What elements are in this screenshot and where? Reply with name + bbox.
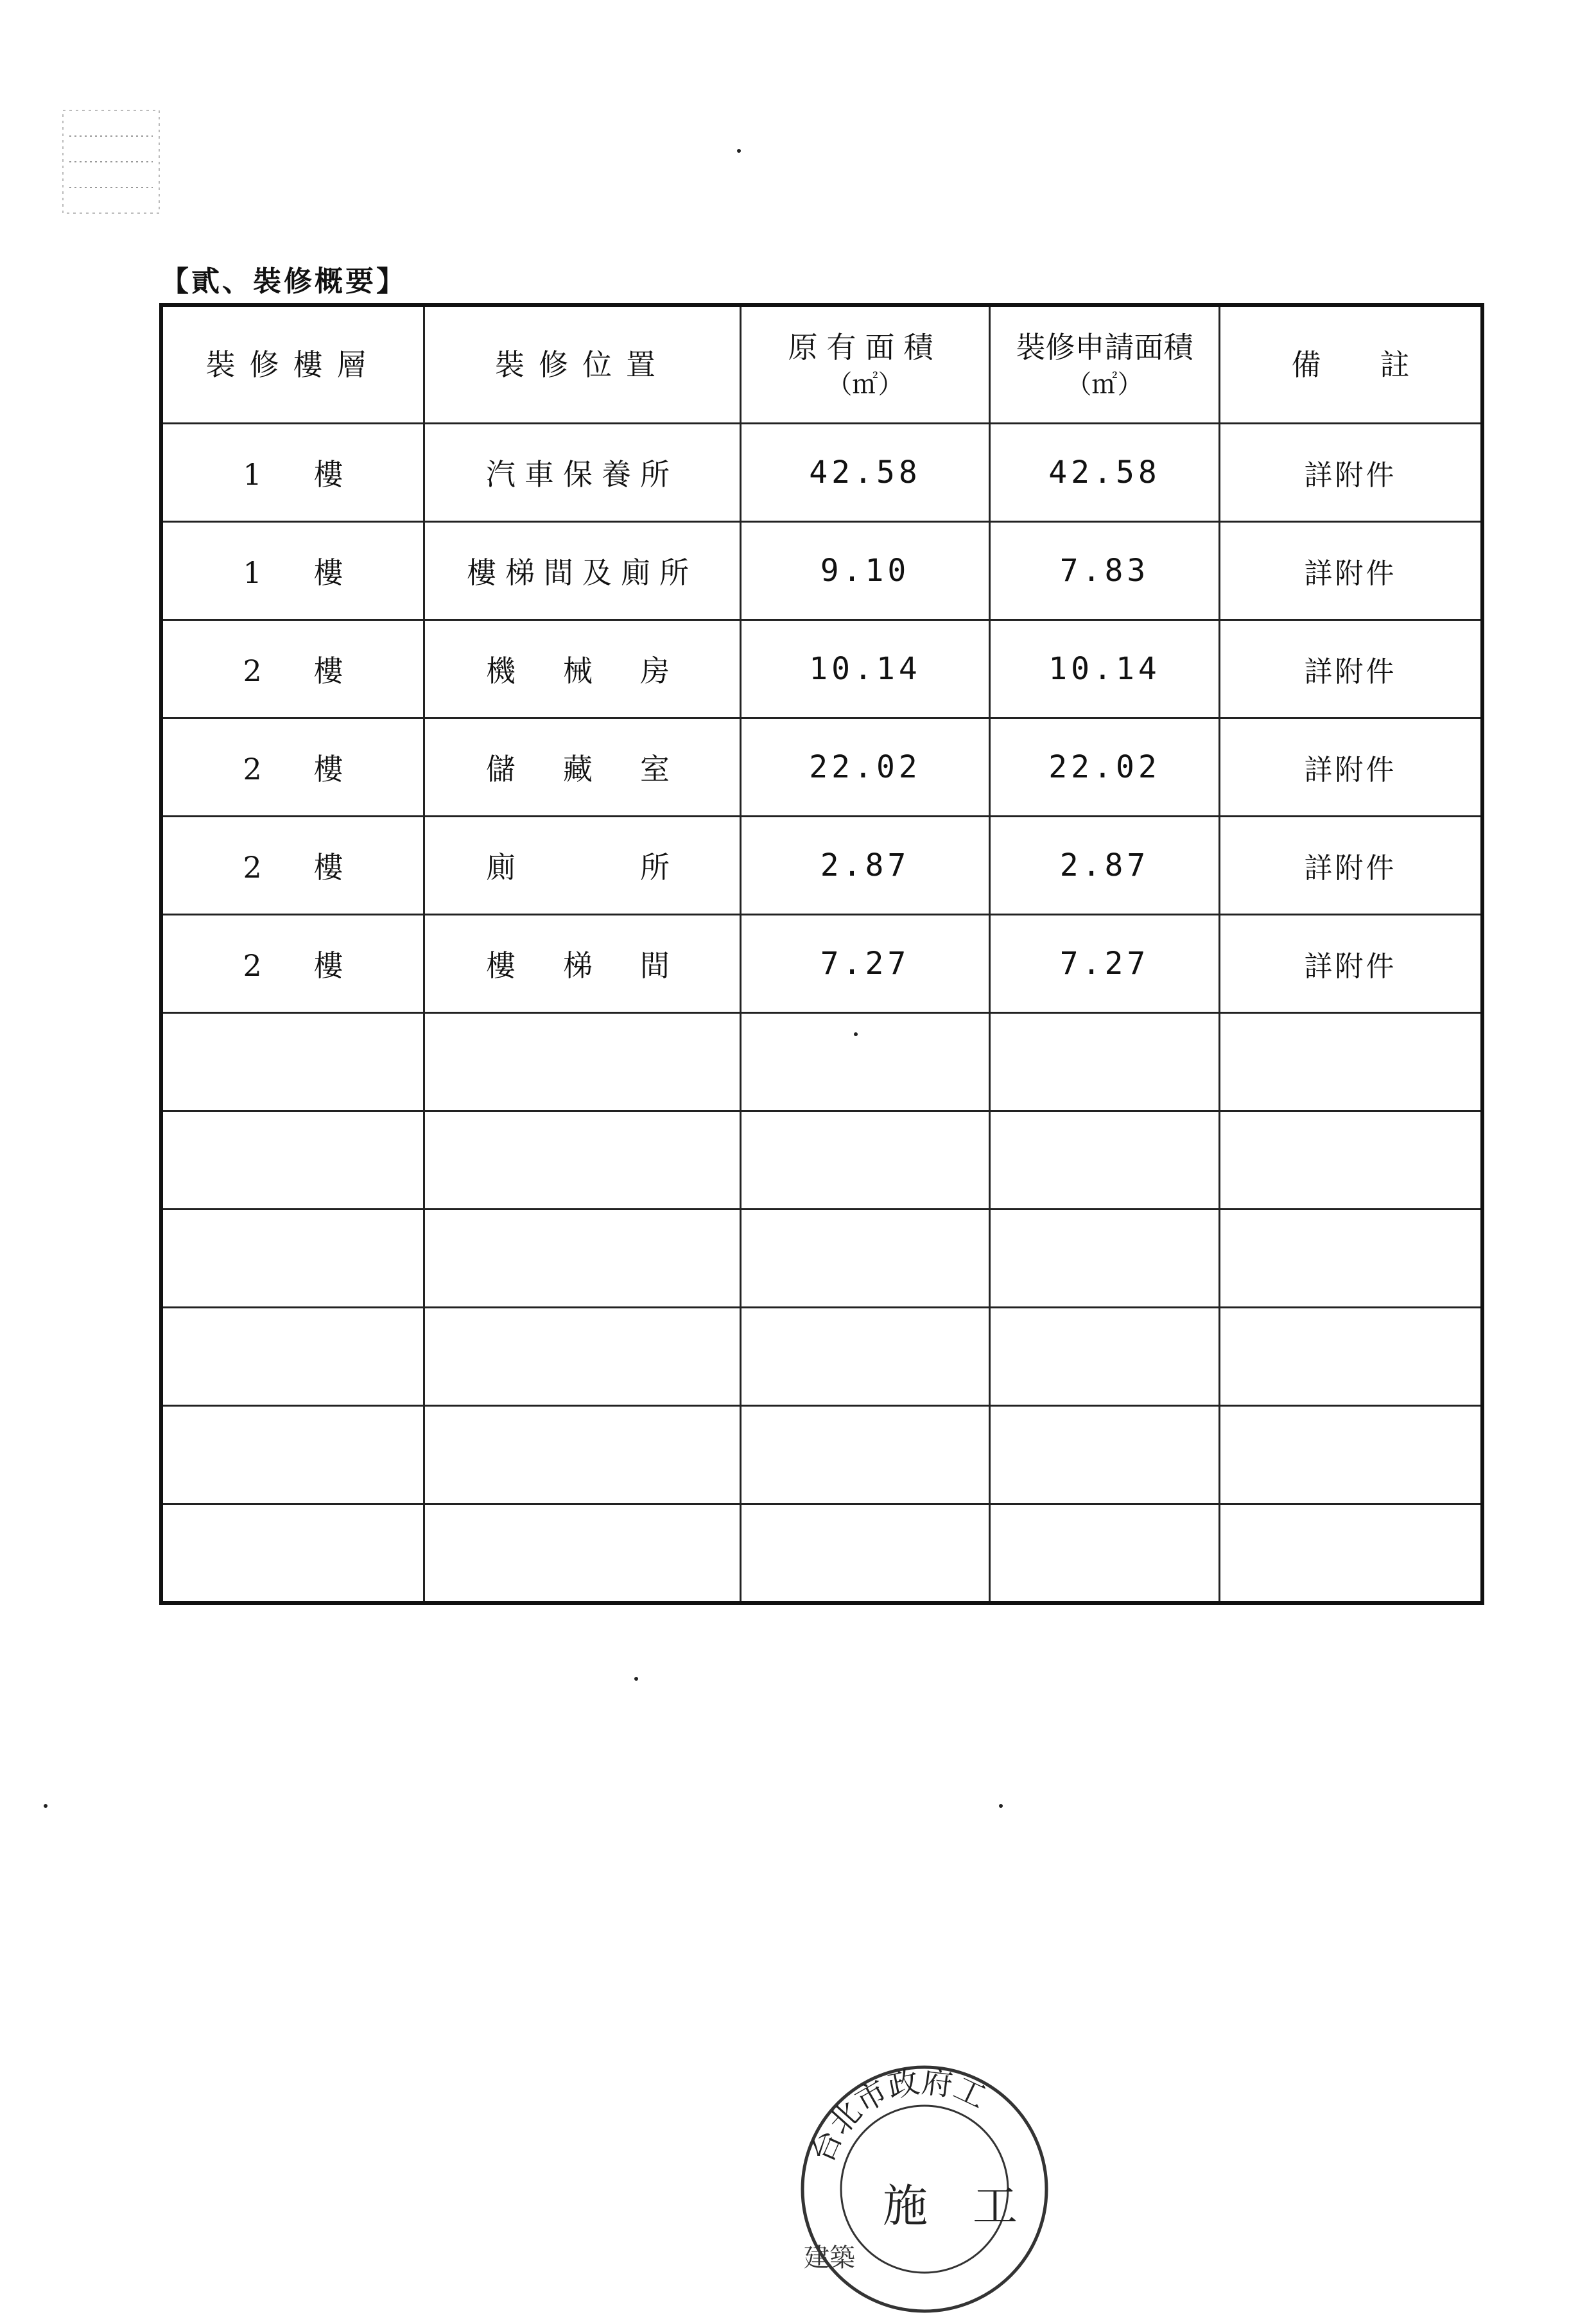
cell-applied-area-empty <box>990 1308 1220 1406</box>
cell-floor <box>161 817 424 915</box>
cell-floor <box>161 620 424 718</box>
cell-remark-empty <box>1220 1210 1483 1308</box>
cell-applied-area-empty <box>990 1406 1220 1504</box>
scan-speck <box>44 1804 48 1808</box>
cell-floor-empty <box>161 1210 424 1308</box>
cell-original-area: 7.27 <box>741 915 990 1013</box>
header-original-area <box>741 305 990 424</box>
cell-remark: 詳附件 <box>1220 620 1483 718</box>
table-body <box>161 424 1482 1604</box>
header-applied-area-label: 裝修申請面積 <box>1016 329 1193 365</box>
cell-original-area: 10.14 <box>741 620 990 718</box>
cell-applied-area-empty <box>990 1013 1220 1111</box>
cell-location-empty <box>424 1210 741 1308</box>
cell-location-empty <box>424 1504 741 1604</box>
table-row <box>161 817 1482 915</box>
table-row <box>161 915 1482 1013</box>
cell-floor-empty <box>161 1504 424 1604</box>
cell-original-area-empty <box>741 1308 990 1406</box>
cell-floor-empty <box>161 1308 424 1406</box>
header-applied-area <box>990 305 1220 424</box>
table-row <box>161 718 1482 817</box>
cell-original-area-empty <box>741 1013 990 1111</box>
cell-original-area: 9.10 <box>741 522 990 620</box>
cell-location: 廁 所 <box>424 817 741 915</box>
cell-remark: 詳附件 <box>1220 718 1483 817</box>
cell-applied-area-empty <box>990 1210 1220 1308</box>
table-row <box>161 424 1482 522</box>
table-row-empty <box>161 1111 1482 1210</box>
header-original-area-label: 原有面積 <box>788 329 942 365</box>
section-title: 【貳、裝修概要】 <box>160 265 407 298</box>
cell-original-area-empty <box>741 1406 990 1504</box>
cell-applied-area-empty <box>990 1111 1220 1210</box>
header-floor: 裝修樓層 <box>161 305 424 424</box>
cell-location: 儲 藏 室 <box>424 718 741 817</box>
cell-floor <box>161 424 424 522</box>
header-remarks: 備 註 <box>1220 305 1483 424</box>
scan-speck <box>999 1804 1003 1808</box>
cell-floor-empty <box>161 1111 424 1210</box>
floor-unit: 樓 <box>313 654 343 688</box>
cell-location: 汽車保養所 <box>424 424 741 522</box>
table-row-empty <box>161 1504 1482 1604</box>
scan-speck <box>634 1677 638 1681</box>
cell-original-area-empty <box>741 1210 990 1308</box>
table-row <box>161 522 1482 620</box>
table-row-empty <box>161 1308 1482 1406</box>
cell-remark-empty <box>1220 1504 1483 1604</box>
cell-original-area: 42.58 <box>741 424 990 522</box>
cell-location-empty <box>424 1013 741 1111</box>
cell-location-empty <box>424 1406 741 1504</box>
floor-number: 2 <box>243 654 262 688</box>
cell-applied-area-empty <box>990 1504 1220 1604</box>
header-location: 裝修位置 <box>424 305 741 424</box>
header-applied-area-unit: （㎡） <box>1066 370 1143 400</box>
seal-inner-text: 施 工 <box>883 2180 1018 2232</box>
cell-location-empty <box>424 1308 741 1406</box>
cell-remark: 詳附件 <box>1220 915 1483 1013</box>
cell-applied-area: 2.87 <box>990 817 1220 915</box>
renovation-summary-table <box>159 303 1484 1605</box>
table-row-empty <box>161 1210 1482 1308</box>
floor-unit: 樓 <box>313 850 343 885</box>
cell-floor <box>161 915 424 1013</box>
cell-remark-empty <box>1220 1111 1483 1210</box>
table-row-empty <box>161 1406 1482 1504</box>
floor-number: 2 <box>243 850 262 885</box>
table-header-row <box>161 305 1482 424</box>
cell-remark: 詳附件 <box>1220 817 1483 915</box>
cell-applied-area: 42.58 <box>990 424 1220 522</box>
cell-location-empty <box>424 1111 741 1210</box>
cell-floor-empty <box>161 1013 424 1111</box>
cell-remark: 詳附件 <box>1220 424 1483 522</box>
cell-original-area: 2.87 <box>741 817 990 915</box>
cell-location: 機 械 房 <box>424 620 741 718</box>
floor-unit: 樓 <box>313 948 343 983</box>
cell-original-area-empty <box>741 1111 990 1210</box>
cell-remark-empty <box>1220 1308 1483 1406</box>
cell-applied-area: 7.83 <box>990 522 1220 620</box>
floor-number: 2 <box>243 948 262 983</box>
scan-corner-mark <box>44 98 172 226</box>
cell-applied-area: 22.02 <box>990 718 1220 817</box>
cell-floor <box>161 718 424 817</box>
floor-unit: 樓 <box>313 752 343 786</box>
cell-remark: 詳附件 <box>1220 522 1483 620</box>
table-row <box>161 620 1482 718</box>
floor-unit: 樓 <box>313 555 343 590</box>
official-seal-stamp <box>790 2054 1059 2324</box>
cell-applied-area: 7.27 <box>990 915 1220 1013</box>
seal-text-path: 台北市政府工 <box>804 2063 992 2168</box>
header-original-area-unit: （㎡） <box>826 370 904 400</box>
cell-floor <box>161 522 424 620</box>
table-row-empty <box>161 1013 1482 1111</box>
floor-number: 2 <box>243 752 262 786</box>
cell-applied-area: 10.14 <box>990 620 1220 718</box>
renovation-summary-table-wrapper <box>159 303 1469 1605</box>
floor-unit: 樓 <box>313 457 343 492</box>
cell-remark-empty <box>1220 1406 1483 1504</box>
cell-floor-empty <box>161 1406 424 1504</box>
floor-number: 1 <box>243 555 262 590</box>
seal-side-text: 建築 <box>804 2243 855 2273</box>
cell-original-area: 22.02 <box>741 718 990 817</box>
cell-location: 樓 梯 間 <box>424 915 741 1013</box>
scan-speck <box>737 149 741 153</box>
cell-remark-empty <box>1220 1013 1483 1111</box>
cell-location: 樓梯間及廁所 <box>424 522 741 620</box>
cell-original-area-empty <box>741 1504 990 1604</box>
floor-number: 1 <box>243 457 262 492</box>
scan-speck <box>854 1032 858 1036</box>
